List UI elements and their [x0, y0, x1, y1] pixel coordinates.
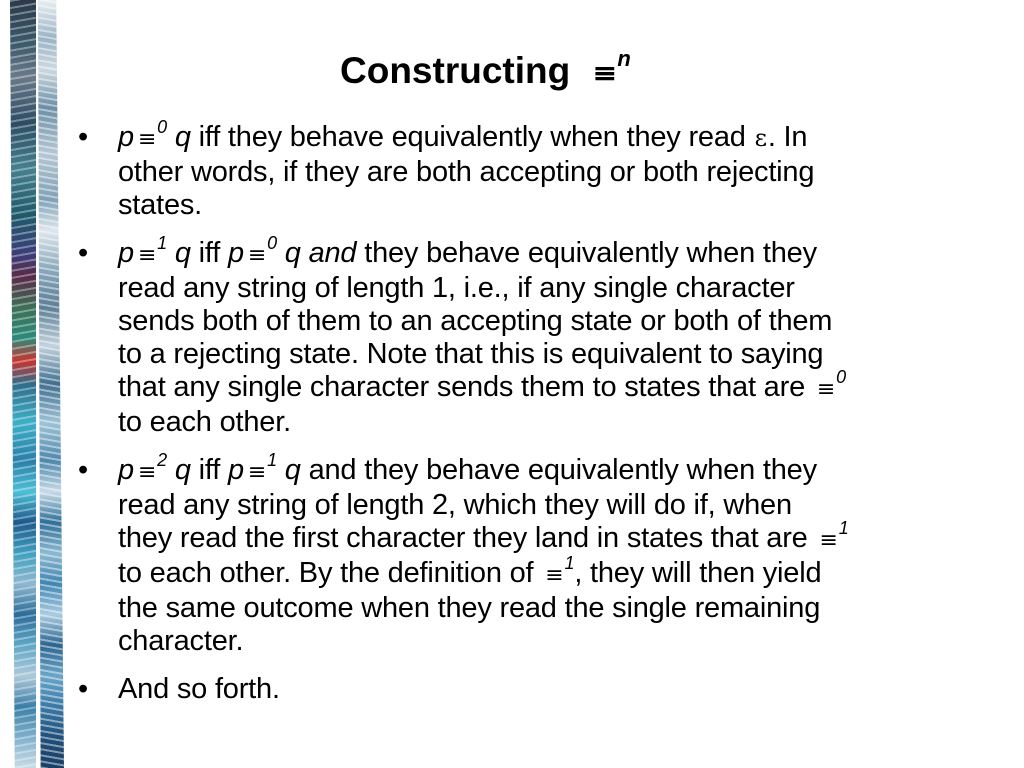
text-segment: read any string of length 2, which they will do if, when	[118, 489, 792, 521]
relation-superscript: 1	[564, 553, 575, 574]
relation-superscript: 0	[836, 367, 846, 388]
decorative-border-strip	[10, 0, 36, 768]
bullet-item	[72, 673, 992, 706]
bullet-line	[118, 625, 992, 658]
text-segment: to each other.	[118, 406, 291, 438]
text-segment: iff they behave equivalently when they read	[190, 121, 754, 153]
bullet-line	[118, 553, 992, 592]
relation-superscript: 0	[267, 233, 277, 254]
bullet-line	[118, 117, 992, 156]
text-segment: and they behave equivalently when they	[300, 454, 817, 486]
bullet-line	[118, 156, 992, 189]
relation-superscript: 1	[157, 233, 167, 254]
text-segment: they behave equivalently when they	[356, 237, 817, 269]
text-segment	[277, 454, 285, 486]
bullet-line	[118, 233, 992, 272]
relation-superscript: 2	[157, 450, 167, 471]
text-segment	[277, 237, 285, 269]
text-segment: iff	[190, 237, 228, 269]
text-segment: sends both of them to an accepting state or both of them	[118, 305, 833, 337]
equivalence-symbol: ≡	[816, 377, 836, 402]
slide-title-text: Constructing	[340, 50, 571, 91]
text-segment: to a rejecting state. Note that this is equivalent to saying	[118, 338, 824, 370]
bullet-list	[72, 117, 992, 721]
bullet-line	[118, 450, 992, 489]
text-segment: q	[284, 454, 301, 486]
text-segment: p	[227, 454, 244, 486]
bullet-item	[72, 233, 992, 439]
equivalence-symbol: ≡	[819, 528, 838, 553]
bullet-marker: •	[78, 673, 88, 705]
equivalence-symbol: ≡	[247, 460, 267, 485]
bullet-line	[118, 673, 992, 706]
bullet-line	[118, 518, 992, 557]
bullet-line	[118, 189, 992, 222]
bullet-line	[118, 406, 992, 439]
text-segment: q	[174, 237, 191, 269]
text-segment: character.	[118, 625, 244, 657]
text-segment: , they will then yield	[574, 557, 822, 589]
text-segment	[167, 121, 175, 153]
text-segment	[167, 237, 175, 269]
equivalence-symbol: ≡	[137, 127, 157, 152]
text-segment: q and	[284, 237, 357, 269]
bullet-item	[72, 450, 992, 658]
bullet-line	[118, 272, 992, 305]
text-segment: other words, if they are both accepting or both rejecting	[118, 156, 815, 188]
slide-title	[340, 45, 631, 92]
bullet-item	[72, 117, 992, 222]
epsilon-symbol: ε	[754, 124, 767, 152]
text-segment: p	[227, 237, 244, 269]
equivalence-symbol: ≡	[137, 243, 157, 268]
text-segment: that any single character sends them to states that are	[118, 371, 813, 403]
decorative-border-strip-inner	[38, 0, 64, 768]
equivalence-symbol: ≡	[247, 243, 267, 268]
text-segment: read any string of length 1, i.e., if any single character	[118, 272, 795, 304]
bullet-line	[118, 367, 992, 406]
text-segment: they read the first character they land in states that are	[118, 522, 816, 554]
text-segment: p	[118, 237, 134, 269]
equivalence-symbol: ≡	[545, 563, 564, 588]
text-segment: the same outcome when they read the single remaining	[118, 592, 821, 624]
text-segment: states.	[118, 189, 203, 221]
text-segment	[167, 454, 175, 486]
text-segment: iff	[190, 454, 228, 486]
equivalence-symbol: ≡	[137, 460, 157, 485]
relation-superscript: 1	[838, 518, 849, 539]
relation-superscript: 0	[157, 117, 167, 138]
text-segment: p	[118, 454, 134, 486]
relation-superscript: 1	[267, 450, 277, 471]
text-segment: And so forth.	[118, 673, 280, 705]
bullet-line	[118, 592, 992, 625]
text-segment: to each other. By the definition of	[118, 557, 542, 589]
equivalence-symbol: ≡	[592, 56, 618, 91]
text-segment: q	[174, 121, 191, 153]
text-segment: q	[174, 454, 191, 486]
title-superscript: n	[617, 45, 631, 71]
bullet-line	[118, 489, 992, 522]
text-segment: p	[118, 121, 134, 153]
bullet-line	[118, 305, 992, 338]
bullet-marker: •	[78, 121, 88, 153]
bullet-marker: •	[78, 237, 88, 269]
bullet-line	[118, 338, 992, 371]
bullet-marker: •	[78, 454, 88, 486]
text-segment: . In	[767, 121, 808, 153]
